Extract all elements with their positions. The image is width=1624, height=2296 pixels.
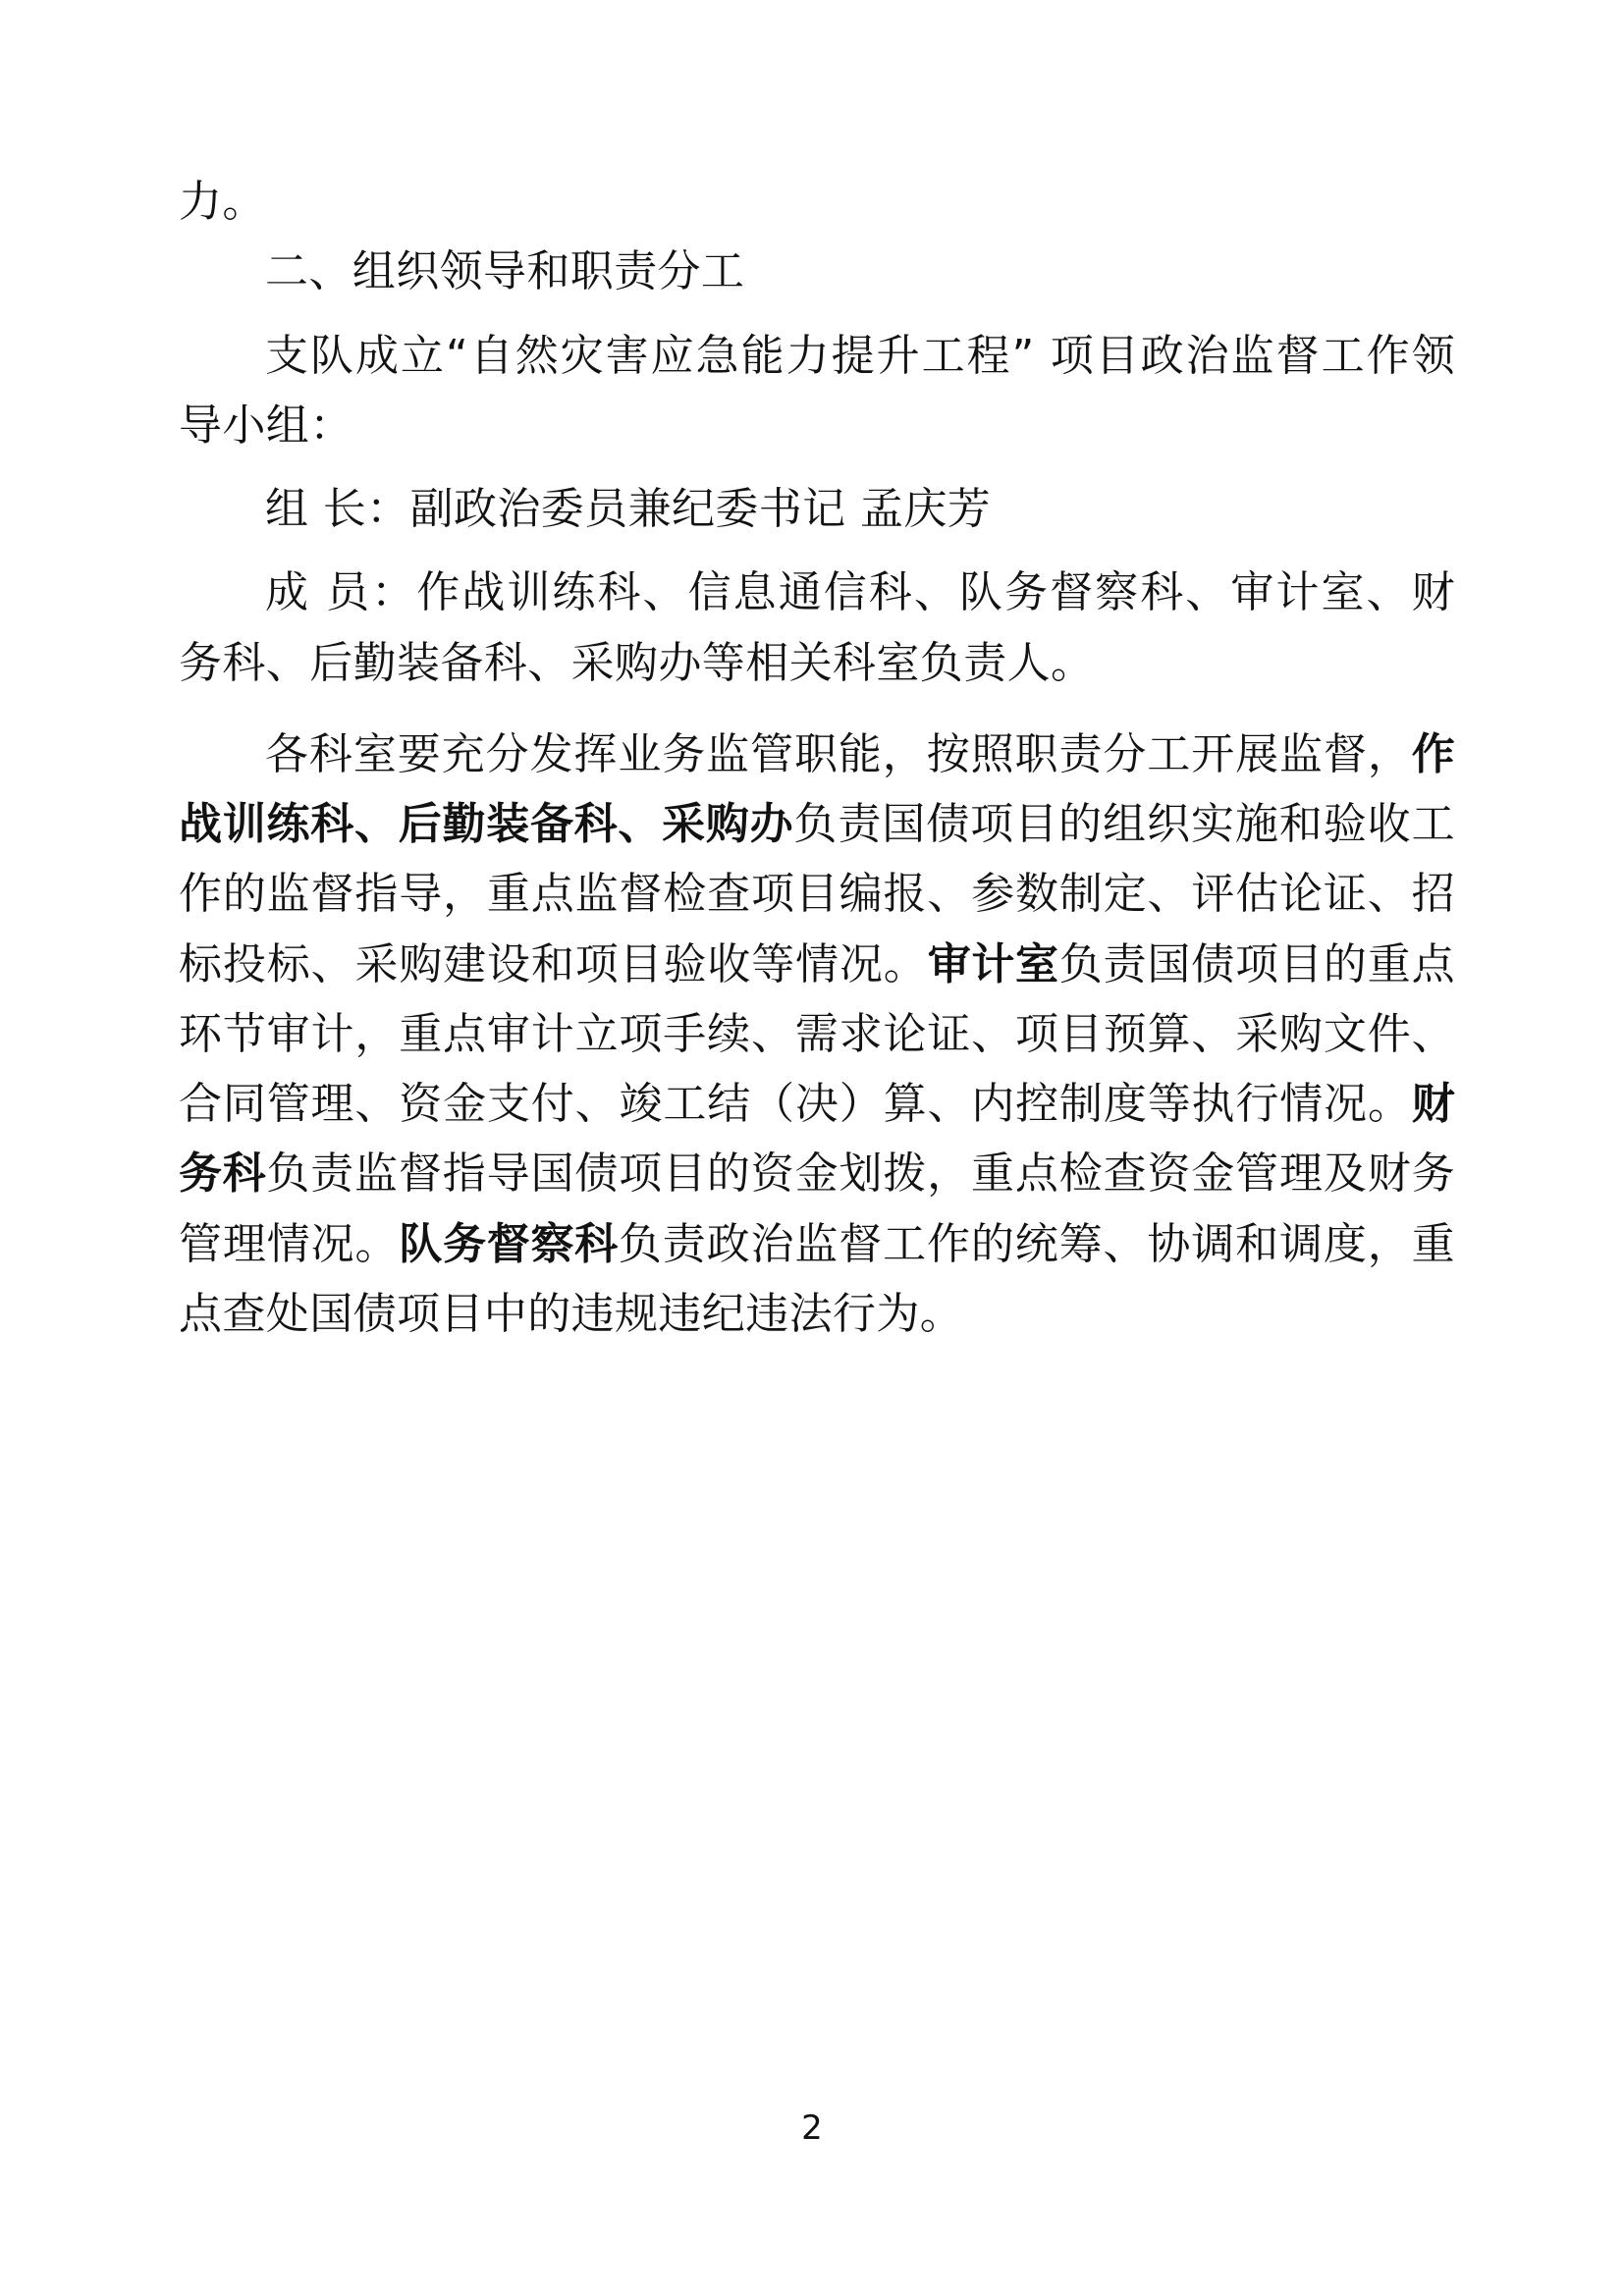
text-run: 负责国债项目的组织实施和验收工作的监督指导，重点监督检查项目编报、参数制定、评估论证、招标投标、采购建设和项目验收等情况。 bbox=[179, 799, 1455, 989]
text-run: 负责监督指导国债项目的资金划拨，重点检查资金管理及财务管理情况。 bbox=[179, 1148, 1455, 1269]
page-number: 2 bbox=[801, 2109, 823, 2148]
text-run-bold-inspection-section: 队务督察科 bbox=[399, 1218, 619, 1269]
paragraph-group-leader bbox=[179, 474, 1455, 544]
document-body bbox=[179, 167, 1455, 1355]
text-run: 二、组织领导和职责分工 bbox=[265, 246, 745, 297]
text-run: 各科室要充分发挥业务监管职能，按照职责分工开展监督， bbox=[265, 728, 1412, 779]
text-run: 负责政治监督工作的统筹、协调和调度，重点查处国债项目中的违规违纪违法行为。 bbox=[179, 1218, 1456, 1339]
paragraph-duties bbox=[179, 720, 1455, 1349]
paragraph-continuation bbox=[179, 167, 1455, 237]
section-heading bbox=[179, 237, 1455, 306]
text-run: 组 长：副政治委员兼纪委书记 孟庆芳 bbox=[265, 484, 992, 535]
paragraph-group-members bbox=[179, 558, 1455, 698]
paragraph-leading-group bbox=[179, 321, 1455, 461]
text-run-bold-operations-logistics-procurement: 作战训练科、后勤装备科、采购办 bbox=[179, 728, 1455, 850]
text-run: 成 员：作战训练科、信息通信科、队务督察科、审计室、财务科、后勤装备科、采购办等相关科室负责人。 bbox=[179, 567, 1455, 688]
text-run: 负责国债项目的重点环节审计，重点审计立项手续、需求论证、项目预算、采购文件、合同管理、资金支付、竣工结（决）算、内控制度等执行情况。 bbox=[179, 938, 1455, 1130]
text-run-bold-finance-section: 财务科 bbox=[179, 1079, 1455, 1200]
text-run: 力。 bbox=[179, 177, 266, 227]
text-run: 支队成立“自然灾害应急能力提升工程” 项目政治监督工作领导小组： bbox=[179, 330, 1455, 451]
text-run-bold-audit-office: 审计室 bbox=[927, 938, 1059, 989]
